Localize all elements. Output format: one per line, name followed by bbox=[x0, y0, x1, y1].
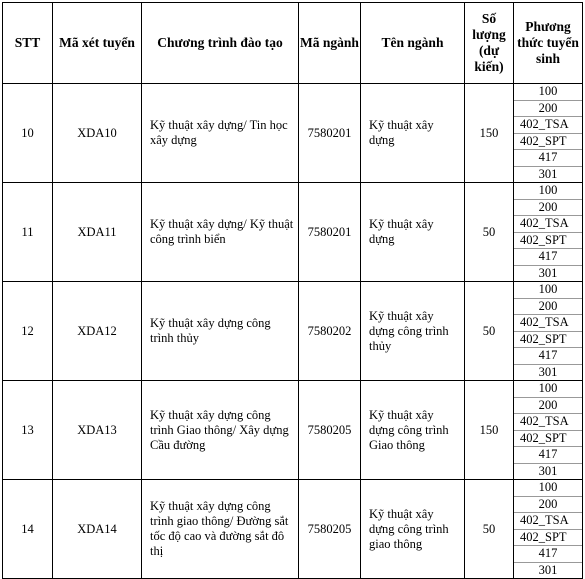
methods-list bbox=[514, 84, 582, 182]
method-item: 402_TSA bbox=[514, 216, 582, 233]
row-methods bbox=[514, 381, 583, 480]
method-item: 100 bbox=[514, 183, 582, 200]
method-item: 402_SPT bbox=[514, 431, 582, 448]
row-ten-nganh: Kỹ thuật xây dựng bbox=[361, 183, 465, 282]
row-so-luong: 50 bbox=[465, 480, 514, 579]
row-so-luong: 150 bbox=[465, 381, 514, 480]
method-item: 301 bbox=[538, 463, 558, 478]
row-ma-xet-tuyen: XDA12 bbox=[53, 282, 142, 381]
method-item: 402_SPT bbox=[514, 134, 582, 151]
admissions-table bbox=[2, 2, 583, 579]
table-row bbox=[3, 183, 583, 282]
row-ten-nganh: Kỹ thuật xây dựng công trình thủy bbox=[361, 282, 465, 381]
method-item: 200 bbox=[514, 299, 582, 316]
table-row bbox=[3, 282, 583, 381]
header-phuong-thuc: Phương thức tuyển sinh bbox=[514, 3, 583, 84]
method-item: 402_SPT bbox=[514, 530, 582, 547]
row-stt: 12 bbox=[3, 282, 53, 381]
table-row bbox=[3, 381, 583, 480]
row-ma-xet-tuyen: XDA13 bbox=[53, 381, 142, 480]
row-stt: 11 bbox=[3, 183, 53, 282]
header-ma-nganh: Mã ngành bbox=[299, 3, 361, 84]
row-chuong-trinh: Kỹ thuật xây dựng/ Kỹ thuật công trình biển bbox=[142, 183, 299, 282]
method-item: 100 bbox=[514, 282, 582, 299]
header-row bbox=[3, 3, 583, 84]
method-item: 402_TSA bbox=[514, 414, 582, 431]
method-item: 417 bbox=[514, 150, 582, 167]
method-item: 100 bbox=[514, 84, 582, 101]
methods-list bbox=[514, 480, 582, 578]
method-item: 301 bbox=[538, 364, 558, 379]
method-item: 100 bbox=[514, 381, 582, 398]
header-ma-xet-tuyen: Mã xét tuyển bbox=[53, 3, 142, 84]
row-ten-nganh: Kỹ thuật xây dựng bbox=[361, 84, 465, 183]
row-so-luong: 50 bbox=[465, 282, 514, 381]
table-row bbox=[3, 480, 583, 579]
method-item: 402_SPT bbox=[514, 233, 582, 250]
methods-list bbox=[514, 183, 582, 281]
methods-list bbox=[514, 282, 582, 380]
method-item: 402_TSA bbox=[514, 513, 582, 530]
row-chuong-trinh: Kỹ thuật xây dựng công trình Giao thông/ Xây dựng Cầu đường bbox=[142, 381, 299, 480]
method-item: 100 bbox=[514, 480, 582, 497]
method-item: 417 bbox=[514, 546, 582, 563]
row-ma-nganh: 7580202 bbox=[299, 282, 361, 381]
method-item: 402_TSA bbox=[514, 315, 582, 332]
method-item: 301 bbox=[538, 562, 558, 577]
row-chuong-trinh: Kỹ thuật xây dựng/ Tin học xây dựng bbox=[142, 84, 299, 183]
header-so-luong: Số lượng (dự kiến) bbox=[465, 3, 514, 84]
method-item: 301 bbox=[538, 265, 558, 280]
row-ma-xet-tuyen: XDA14 bbox=[53, 480, 142, 579]
method-item: 200 bbox=[514, 398, 582, 415]
row-methods bbox=[514, 84, 583, 183]
row-so-luong: 150 bbox=[465, 84, 514, 183]
method-item: 200 bbox=[514, 200, 582, 217]
row-ten-nganh: Kỹ thuật xây dựng công trình Giao thông bbox=[361, 381, 465, 480]
method-item: 417 bbox=[514, 447, 582, 464]
row-ma-nganh: 7580205 bbox=[299, 381, 361, 480]
row-methods bbox=[514, 480, 583, 579]
methods-list bbox=[514, 381, 582, 479]
method-item: 417 bbox=[514, 348, 582, 365]
row-so-luong: 50 bbox=[465, 183, 514, 282]
row-stt: 14 bbox=[3, 480, 53, 579]
row-ma-xet-tuyen: XDA10 bbox=[53, 84, 142, 183]
row-ma-nganh: 7580205 bbox=[299, 480, 361, 579]
table-row bbox=[3, 84, 583, 183]
row-chuong-trinh: Kỹ thuật xây dựng công trình giao thông/ Đường sắt tốc độ cao và đường sắt đô thị bbox=[142, 480, 299, 579]
row-ma-nganh: 7580201 bbox=[299, 84, 361, 183]
table-body bbox=[3, 84, 583, 579]
header-chuong-trinh: Chương trình đào tạo bbox=[142, 3, 299, 84]
row-methods bbox=[514, 282, 583, 381]
row-methods bbox=[514, 183, 583, 282]
row-ma-xet-tuyen: XDA11 bbox=[53, 183, 142, 282]
method-item: 417 bbox=[514, 249, 582, 266]
method-item: 200 bbox=[514, 101, 582, 118]
row-ma-nganh: 7580201 bbox=[299, 183, 361, 282]
row-stt: 13 bbox=[3, 381, 53, 480]
row-stt: 10 bbox=[3, 84, 53, 183]
header-stt: STT bbox=[3, 3, 53, 84]
method-item: 402_TSA bbox=[514, 117, 582, 134]
method-item: 402_SPT bbox=[514, 332, 582, 349]
header-ten-nganh: Tên ngành bbox=[361, 3, 465, 84]
method-item: 200 bbox=[514, 497, 582, 514]
row-ten-nganh: Kỹ thuật xây dựng công trình giao thông bbox=[361, 480, 465, 579]
method-item: 301 bbox=[538, 166, 558, 181]
row-chuong-trinh: Kỹ thuật xây dựng công trình thủy bbox=[142, 282, 299, 381]
